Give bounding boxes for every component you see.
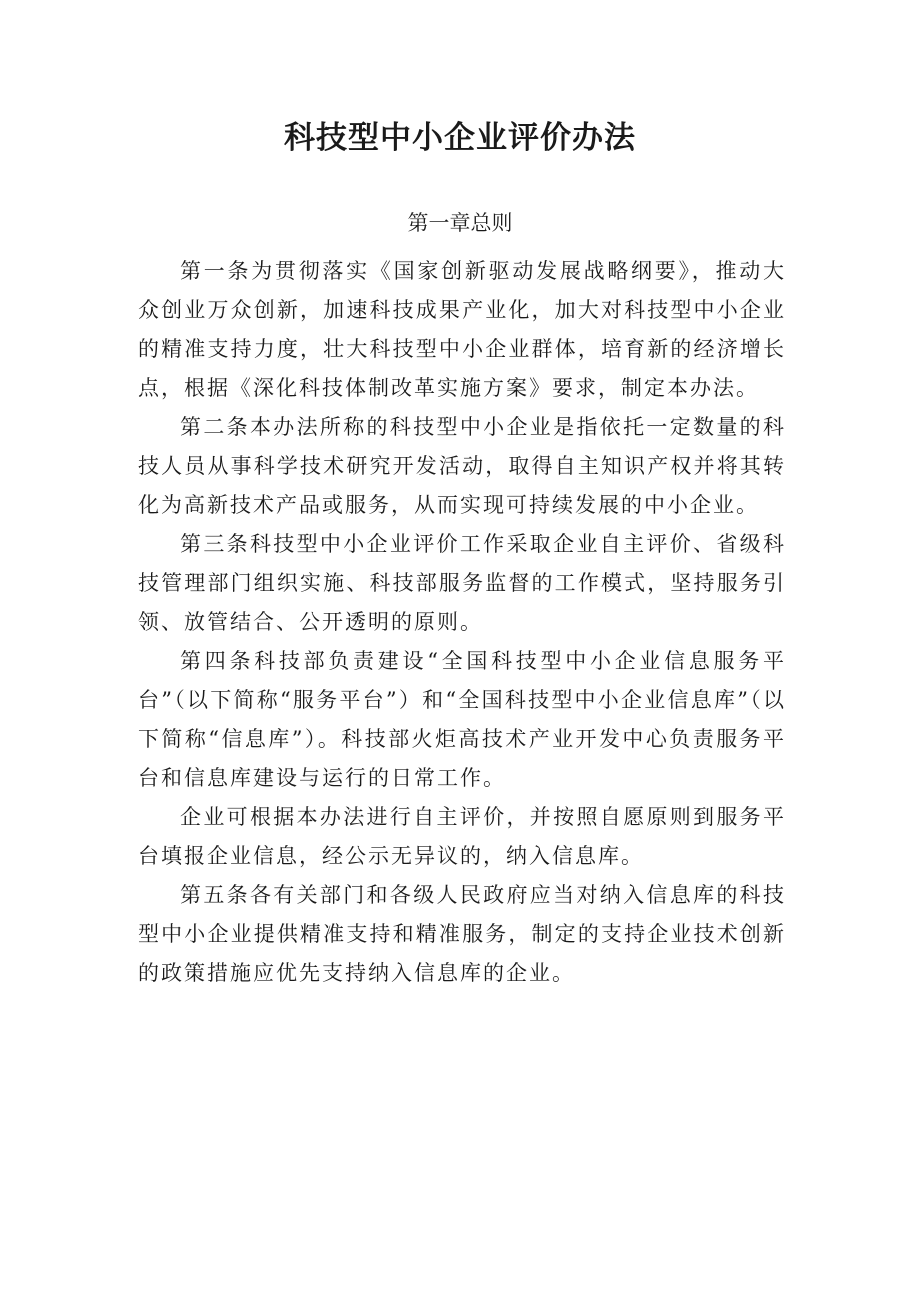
self-evaluation-paragraph: 企业可根据本办法进行自主评价，并按照自愿原则到服务平台填报企业信息，经公示无异议的，纳入信息库。 bbox=[138, 805, 786, 868]
article-3-paragraph: 第三条科技型中小企业评价工作采取企业自主评价、省级科技管理部门组织实施、科技部服务监督的工作模式，坚持服务引领、放管结合、公开透明的原则。 bbox=[138, 532, 786, 634]
article-2-paragraph: 第二条本办法所称的科技型中小企业是指依托一定数量的科技人员从事科学技术研究开发活动，取得自主知识产权并将其转化为高新技术产品或服务，从而实现可持续发展的中小企业。 bbox=[138, 415, 786, 517]
article-1-paragraph: 第一条为贯彻落实《国家创新驱动发展战略纲要》，推动大众创业万众创新，加速科技成果产业化，加大对科技型中小企业的精准支持力度，壮大科技型中小企业群体，培育新的经济增长点，根据《深化科技体制改革实施方案》要求，制定本办法。 bbox=[138, 259, 786, 400]
document-body bbox=[138, 252, 786, 993]
article-5-paragraph: 第五条各有关部门和各级人民政府应当对纳入信息库的科技型中小企业提供精准支持和精准服务，制定的支持企业技术创新的政策措施应优先支持纳入信息库的企业。 bbox=[138, 883, 786, 985]
chapter-heading: 第一章总则 bbox=[407, 211, 513, 235]
article-4-paragraph: 第四条科技部负责建设“全国科技型中小企业信息服务平台”（以下简称“服务平台”）和“全国科技型中小企业信息库”（以下简称“信息库”）。科技部火炬高技术产业开发中心负责服务平台和信息库建设与运行的日常工作。 bbox=[138, 649, 786, 790]
document-title: 科技型中小企业评价办法 bbox=[284, 120, 636, 156]
